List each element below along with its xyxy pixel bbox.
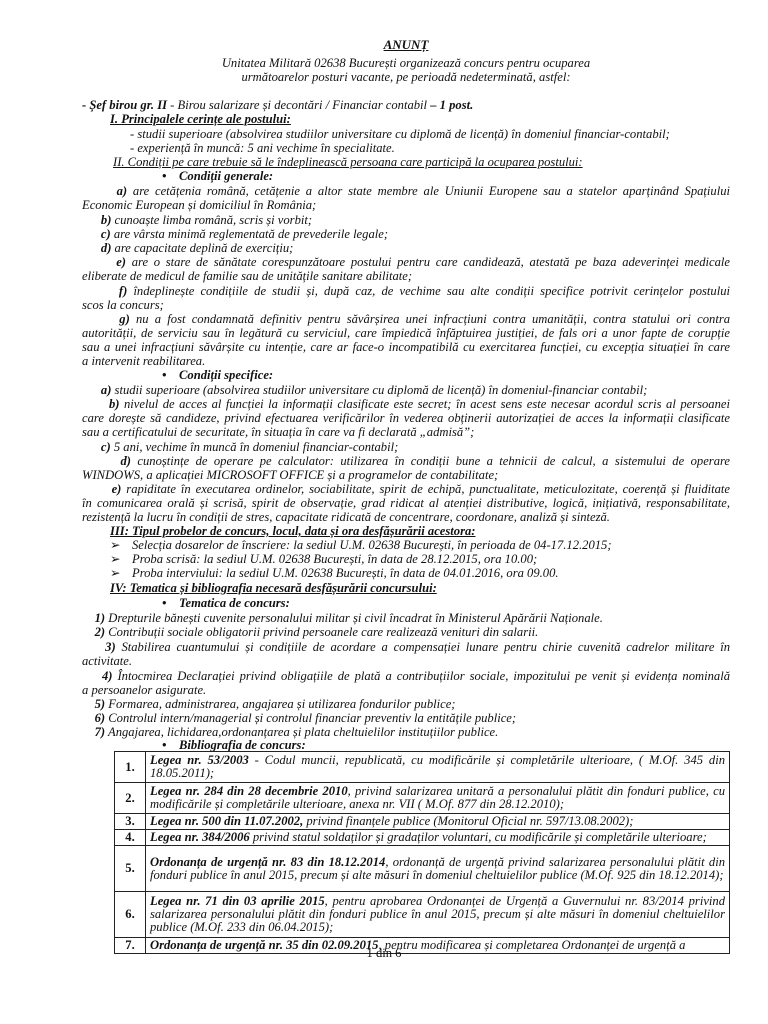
- topic-item-cont: a persoanelor asigurate.: [82, 683, 207, 697]
- arrow-bullet-icon: ➢: [110, 552, 121, 566]
- bullet-icon: •: [162, 596, 180, 610]
- position-line: [82, 98, 730, 113]
- table-row: [115, 830, 730, 846]
- bullet-icon: •: [162, 169, 180, 183]
- general-item-a: a) are cetățenia română, cetățenie a altor state membre ale Uniunii Europene sau a statelor aparținând Spațiului: [116, 184, 730, 198]
- arrow-bullet-icon: ➢: [110, 566, 121, 580]
- bib-number: 3.: [115, 814, 146, 830]
- bib-number: 1.: [115, 752, 146, 783]
- general-item-c: c) are vârsta minimă reglementată de prevederile legale;: [100, 227, 389, 241]
- bib-entry: Legea nr. 71 din 03 aprilie 2015, pentru aprobarea Ordonanței de Urgență a Guvernului nr. 83/2014 privind salarizarea personalului plătit din fonduri publice în anul 2015, precum și alte măsuri în domeniul cheltuielilor publice (M.Of. 233 din 06.04.2015);: [146, 892, 730, 938]
- bib-number: 4.: [115, 830, 146, 846]
- bib-entry: Legea nr. 384/2006 privind statul soldaților și gradaților voluntari, cu modificările și completările ulterioare;: [146, 830, 730, 846]
- general-item-a-cont: Economic European și domiciliul în România;: [82, 198, 317, 212]
- table-row: [115, 783, 730, 814]
- schedule-item: ➢ Proba interviului: la sediul U.M. 02638 București, în data de 04.01.2016, ora 09.00.: [110, 566, 559, 580]
- bib-entry: Ordonanța de urgență nr. 83 din 18.12.2014, ordonanță de urgență privind salarizarea personalului plătit din fonduri publice în anul 2015, precum și alte măsuri în domeniul cheltuielilor publice (M.Of. 925 din 18.12.2014);: [146, 846, 730, 892]
- general-item-f: f) îndeplinește condițiile de studii și, după caz, de vechime sau alte condiții specifice potrivit cerințelor postului: [118, 284, 730, 298]
- topic-item: 5) Formarea, administrarea, angajarea și utilizarea fondurilor publice;: [94, 697, 456, 711]
- general-conditions-label: • Condiții generale:: [162, 169, 274, 183]
- general-item-g-cont: autorității, de serviciu sau în legătură cu serviciul, care împiedică înfăptuirea justiției, de fals ori a unor fapte de corupție: [82, 326, 730, 340]
- section-2-heading: II. Condiții pe care trebuie să le îndeplinească persoana care participă la ocuparea postului:: [113, 155, 583, 169]
- topic-item-cont: activitate.: [82, 654, 133, 668]
- bib-number: 5.: [115, 846, 146, 892]
- general-item-g-cont: sau a unei infracțiuni săvârșite cu intenție, care ar face-o incompatibilă cu exercitarea funcției, cu excepția situației în care: [82, 340, 730, 354]
- topic-item: 3) Stabilirea cuantumului și condițiile de acordare a compensației lunare pentru chirie cuvenită cadrelor militare în: [105, 640, 730, 654]
- specific-item-b: b) nivelul de acces al funcției la informații clasificate este secret; în acest sens este necesar acordul scris al persoanei: [108, 397, 730, 411]
- page-number: 1 din 6: [366, 946, 402, 960]
- general-item-g-cont: a intervenit reabilitarea.: [82, 354, 206, 368]
- bib-entry: Legea nr. 284 din 28 decembrie 2010, privind salarizarea unitară a personalului plătit din fonduri publice, cu modificările și completările ulterioare, anexa nr. VII ( M.Of. 877 din 28.12.2010);: [146, 783, 730, 814]
- table-row: [115, 892, 730, 938]
- bib-number: 6.: [115, 892, 146, 938]
- intro-line-2: următoarelor posturi vacante, pe perioadă nedeterminată, astfel:: [241, 70, 571, 84]
- topic-item: 7) Angajarea, lichidarea,ordonanțarea și plata cheltuielilor instituțiilor publice.: [94, 725, 499, 739]
- bib-entry: Legea nr. 53/2003 - Codul muncii, republicată, cu modificările și completările ulterioare, ( M.Of. 345 din 18.05.2011);: [146, 752, 730, 783]
- position-count: – 1 post.: [427, 98, 474, 112]
- bibliography-table: [114, 751, 730, 954]
- bib-entry: Ordonanța de urgență nr. 35 din 02.09.2015, pentru modificarea și completarea Ordonanței de urgență a: [146, 938, 730, 954]
- general-item-e: e) are o stare de sănătate corespunzătoare postului pentru care candidează, atestată pe baza adeverinței medicale: [116, 255, 730, 269]
- general-item-d: d) are capacitate deplină de exercițiu;: [100, 241, 294, 255]
- intro-line-1: Unitatea Militară 02638 București organizează concurs pentru ocuparea: [221, 56, 591, 70]
- specific-item-d-cont: WINDOWS, a aplicației MICROSOFT OFFICE și a programelor de contabilitate;: [82, 468, 499, 482]
- table-row: [115, 752, 730, 783]
- section-1-item: - experiență în muncă: 5 ani vechime în specialitate.: [130, 141, 395, 155]
- general-item-g: g) nu a fost condamnată definitiv pentru săvârșirea unei infracțiuni contra umanității, contra statului ori contra: [119, 312, 730, 326]
- specific-item-e: e) rapiditate în executarea ordinelor, sociabilitate, spirit de echipă, punctualitate, meticulozitate, coerență și fluiditate: [111, 482, 730, 496]
- topic-item: 4) Întocmirea Declarației privind obligațiile de plată a contribuțiilor sociale, impozitului pe venit și evidența nominală: [101, 669, 730, 683]
- section-3-heading: III: Tipul probelor de concurs, locul, data și ora desfășurării acestora:: [110, 524, 476, 538]
- bib-entry: Legea nr. 500 din 11.07.2002, privind finanțele publice (Monitorul Oficial nr. 597/13.08.2002);: [146, 814, 730, 830]
- position-department: - Birou salarizare și decontări / Financiar contabil: [167, 98, 428, 112]
- topic-item: 6) Controlul intern/managerial și controlul financiar preventiv la entitățile publice;: [94, 711, 517, 725]
- specific-item-e-cont: în comunicarea orală și scrisă, spirit de observație, grad ridicat al atenției distributive, logică, inițiativă, responsabilitate,: [82, 496, 730, 510]
- section-4-heading: IV: Tematica și bibliografia necesară desfășurării concursului:: [110, 581, 437, 595]
- table-row: [115, 846, 730, 892]
- bib-number: 2.: [115, 783, 146, 814]
- bullet-icon: •: [162, 738, 180, 752]
- topics-label: • Tematica de concurs:: [162, 596, 290, 610]
- specific-conditions-label: • Condiții specifice:: [162, 368, 274, 382]
- specific-item-d: d) cunoștințe de operare pe calculator: utilizarea în condiții bune a tehnicii de calcul, a sistemului de operare: [120, 454, 730, 468]
- topic-item: 2) Contribuții sociale obligatorii privind persoanele care realizează venituri din salarii.: [94, 625, 539, 639]
- table-row: [115, 814, 730, 830]
- bullet-icon: •: [162, 368, 180, 382]
- bib-number: 7.: [115, 938, 146, 954]
- schedule-item: ➢ Selecția dosarelor de înscriere: la sediul U.M. 02638 București, în perioada de 04-17.12.2015;: [110, 538, 612, 552]
- general-item-e-cont: eliberate de medicul de familie sau de unitățile sanitare abilitate;: [82, 269, 413, 283]
- schedule-item: ➢ Proba scrisă: la sediul U.M. 02638 București, în data de 28.12.2015, ora 10.00;: [110, 552, 538, 566]
- position-prefix: - Șef birou gr. II: [82, 98, 168, 112]
- section-1-heading: I. Principalele cerințe ale postului:: [110, 112, 291, 126]
- specific-item-b-cont: care dorește să candideze, privind efectuarea verificărilor în vederea obținerii autorizației de acces la informații clasificate: [82, 411, 730, 425]
- general-item-f-cont: scos la concurs;: [82, 298, 164, 312]
- arrow-bullet-icon: ➢: [110, 538, 121, 552]
- specific-item-c: c) 5 ani, vechime în muncă în domeniul financiar-contabil;: [100, 440, 399, 454]
- topic-item: 1) Drepturile bănești cuvenite personalului militar și civil încadrat în Ministerul Apărării Naționale.: [94, 611, 603, 625]
- bibliography-label: • Bibliografia de concurs:: [162, 738, 306, 752]
- general-item-b: b) cunoaște limba română, scris și vorbit;: [100, 213, 313, 227]
- specific-item-b-cont: sau a certificatului de securitate, în situația în care va fi declarată „admisă”;: [82, 425, 475, 439]
- specific-item-a: a) studii superioare (absolvirea studiilor universitare cu diplomă de licență) în domeniul-financiar contabil;: [100, 383, 648, 397]
- section-1-item: - studii superioare (absolvirea studiilor universitare cu diplomă de licență) în domeniul financiar-contabil;: [130, 127, 670, 141]
- specific-item-e-cont: rezistență la lucru în condiții de stres, capacitate ridicată de concentrare, coordonare, analiză și sinteză.: [82, 510, 610, 524]
- document-title: ANUNȚ: [383, 37, 429, 52]
